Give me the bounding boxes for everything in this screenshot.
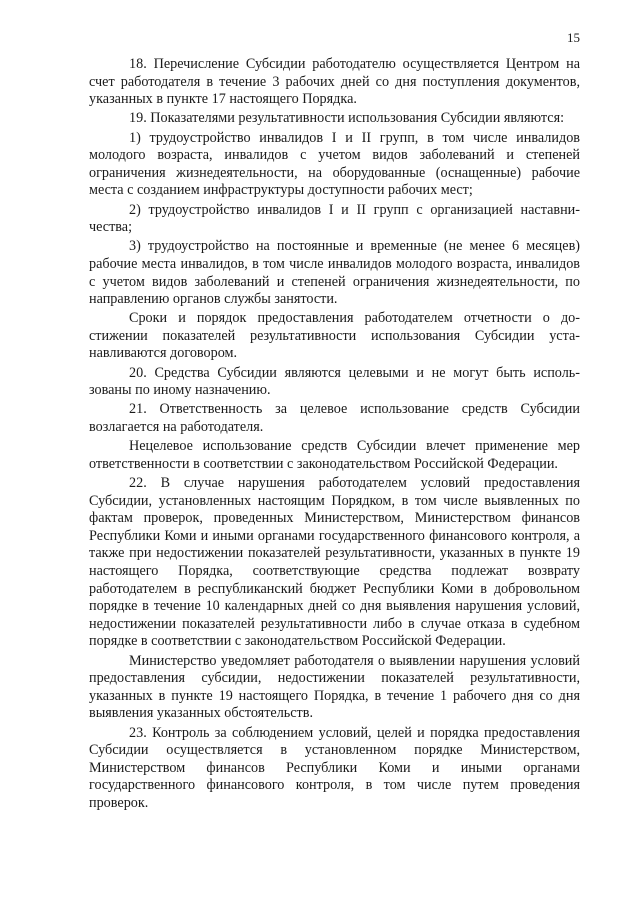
paragraph-reporting-terms: Сроки и порядок предоставления работодателем отчетности о достижении показателей результативности использования Субсидии устанавливаются договором. <box>89 310 580 362</box>
paragraph-21: 21. Ответственность за целевое использование средств Субсидии возлагается на работодателя. <box>89 401 580 436</box>
list-item-3: 3) трудоустройство на постоянные и временные (не менее 6 месяцев) рабочие места инвалидов, в том числе инвалидов молодого возраста, инвалидов с учетом видов заболеваний и степеней ограничения жизнедеятельности, по направлению органов службы занятости. <box>89 238 580 308</box>
paragraph-notification: Министерство уведомляет работодателя о выявлении нарушения условий предоставления субсидии, недостижении показателей результативности, указанных в пункте 19 настоящего Порядка, в течение 1 рабочего дня со дня выявления указанных обстоятельств. <box>89 652 580 722</box>
paragraph-19: 19. Показателями результативности использования Субсидии являются: <box>129 110 565 127</box>
list-item-2: 2) трудоустройство инвалидов I и II групп с организацией наставничества; <box>89 201 580 236</box>
paragraph-23: 23. Контроль за соблюдением условий, целей и порядка предоставления Субсидии осуществляется в установленном порядке Министерством, Министерством финансов Республики Коми и иными органами государственного финансового контроля, в том числе путем проведения проверок. <box>89 724 580 811</box>
document-body <box>89 56 580 814</box>
list-item-1: 1) трудоустройство инвалидов I и II групп, в том числе инвалидов молодого возраста, инвалидов с учетом видов заболеваний и степеней ограничения жизнедеятельности, на оборудованные (оснащенные) рабочие места с созданием инфраструктуры доступности рабочих мест; <box>89 129 580 199</box>
paragraph-22: 22. В случае нарушения работодателем условий предоставления Субсидии, установленных настоящим Порядком, в том числе выявленных по фактам проверок, проведенных Министерством, Министерством финансов Республики Коми и иными органами государственного финансового контроля, а также при недостижении показателей результативности, указанных в пункте 19 настоящего Порядка, соответствующие средства подлежат возврату работодателем в республиканский бюджет Республики Коми в добровольном порядке в течение 10 календарных дней со дня выявления нарушения условий, недостижении показателей результативности либо в случае отказа в судебном порядке в соответствии с законодательством Российской Федерации. <box>89 475 580 650</box>
paragraph-18: 18. Перечисление Субсидии работодателю осуществляется Центром на счет работодателя в течение 3 рабочих дней со дня поступления документов, указанных в пункте 17 настоящего Порядка. <box>89 56 580 108</box>
page-number: 15 <box>567 30 580 45</box>
paragraph-20: 20. Средства Субсидии являются целевыми и не могут быть использованы по иному назначению. <box>89 364 580 399</box>
paragraph-misuse: Нецелевое использование средств Субсидии влечет применение мер ответственности в соответствии с законодательством Российской Федерации. <box>89 438 580 472</box>
